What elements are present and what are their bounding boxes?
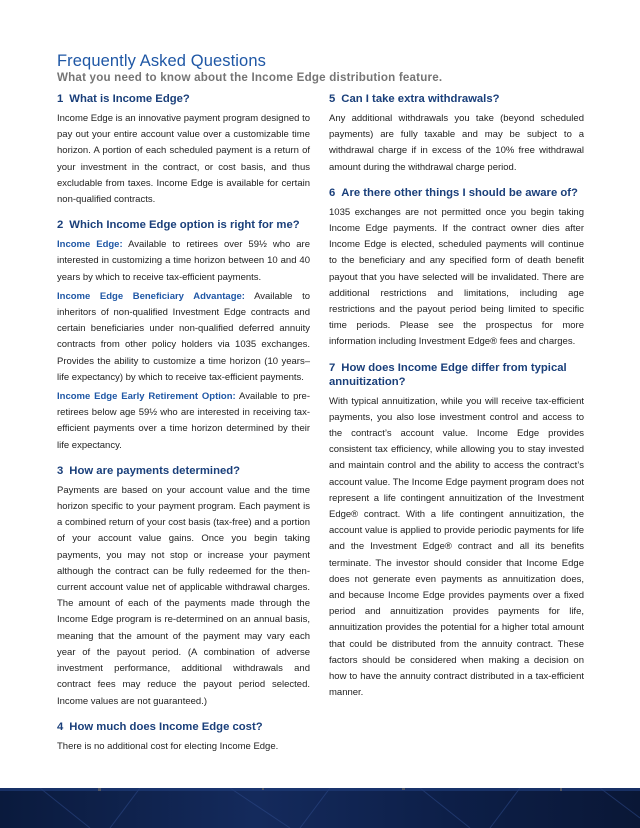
- faq-question: [329, 92, 584, 106]
- page-title: Frequently Asked Questions: [57, 52, 266, 70]
- faq-answer: With typical annuitization, while you will receive tax-efficient payments, you also lose investment control and access to the contract’s account value. Income Edge provides consistent tax efficiency, while allowing you to stay invested and maintain control and the ability to access the contract’s account value. The Income Edge payment program does not represent a life contingent annuitization of the Investment Edge® contract. With a life contingent annuitization, the account value is applied to provide periodic payments for life and the Investment Edge® contract and all its benefits terminate. The investor should consider that Income Edge does not generate even payments as annuitization does, and because Income Edge provides payments over a fixed period and annuitization provides payments for life, annuitization provides the potential for a higher total amount that could be distributed from the annuity contract. These factors should be considered when making a decision on how to have the annuity contract distributed in a tax-efficient manner.: [329, 395, 584, 699]
- faq-answer: Any additional withdrawals you take (beyond scheduled payments) are fully taxable and may be subject to a withdrawal charge if in excess of the 10% free withdrawal amount during the withdrawal charge period.: [329, 113, 584, 173]
- faq-item-2: [57, 218, 310, 454]
- faq-question-text: What is Income Edge?: [69, 93, 190, 105]
- faq-question: [329, 186, 584, 200]
- faq-question: [57, 464, 310, 478]
- page-subtitle: What you need to know about the Income Edge distribution feature.: [57, 71, 443, 84]
- faq-item-5: [329, 92, 584, 176]
- faq-question: [329, 361, 584, 389]
- faq-question: [57, 92, 310, 106]
- faq-question-text: How are payments determined?: [69, 464, 241, 477]
- option-text: Available to pre-retirees below age 59½ who are interested in receiving tax-efficient payments over a time horizon determined by their life expectancy.: [57, 391, 311, 451]
- faq-answer: There is no additional cost for electing Income Edge.: [57, 740, 279, 752]
- footer-pattern: [0, 788, 640, 828]
- option-name: Income Edge:: [57, 239, 123, 251]
- faq-item-3: [57, 464, 310, 710]
- faq-question-text: Are there other things I should be aware of?: [341, 186, 578, 199]
- left-column: [57, 92, 310, 755]
- faq-answer: 1035 exchanges are not permitted once you begin taking Income Edge payments. If the contract owner dies after Income Edge is elected, scheduled payments will continue to the beneficiary and any specified form of death benefit payout that you have selected will be invalidated. There are additional restrictions and limitations, including age restrictions and the payout period being limited to specific time periods. Please see the prospectus for more information including Investment Edge® fees and charges.: [329, 206, 584, 348]
- option-name: Income Edge Beneficiary Advantage:: [57, 290, 245, 302]
- faq-item-6: [329, 186, 584, 351]
- faq-number: 5: [329, 93, 336, 105]
- faq-answer: [57, 237, 310, 286]
- faq-question-text: Can I take extra withdrawals?: [341, 93, 500, 105]
- faq-answer: [57, 389, 310, 454]
- faq-question-text: How much does Income Edge cost?: [69, 720, 263, 733]
- faq-number: 6: [329, 186, 336, 199]
- faq-answer: [57, 289, 310, 386]
- option-text: Available to retirees over 59½ who are interested in customizing a time horizon between 10 and 40 years by which to receive tax-efficient payments.: [57, 239, 310, 283]
- faq-number: 3: [57, 464, 64, 477]
- footer-band: [0, 788, 640, 828]
- faq-question: [57, 218, 310, 232]
- faq-number: 7: [329, 361, 336, 374]
- right-column: [329, 92, 584, 702]
- faq-item-4: [57, 720, 310, 755]
- option-text: Available to inheritors of non-qualified Investment Edge contracts and certain beneficiaries under non-qualified deferred annuity contracts from other policy holders via 1035 exchanges. Provides the ability to customize a time horizon (10 years–life expectancy) by which to receive tax-efficient payments.: [57, 290, 310, 383]
- faq-number: 1: [57, 93, 64, 105]
- faq-answer: Payments are based on your account value and the time horizon specific to your payment program. Each payment is a combined return of your cost basis (tax-free) and a portion of your account value gains. Once you begin taking payments, you may not stop or increase your payment although the contract can be fully redeemed for the then-current account value net of applicable withdrawal charges. The amount of each of the payments made through the Income Edge program is re-determined on an annual basis, meaning that the amount of the payment may vary each year of the payout period. (A combination of adverse investment performance, additional withdrawals and contract fees may reduce the payout period selected. Income values are not guaranteed.): [57, 484, 310, 707]
- faq-question-text: Which Income Edge option is right for me?: [69, 219, 300, 232]
- option-name: Income Edge Early Retirement Option:: [57, 391, 236, 403]
- faq-item-7: [329, 361, 584, 702]
- faq-question-text: How does Income Edge differ from typical annuitization?: [329, 361, 567, 388]
- faq-number: 2: [57, 219, 64, 232]
- faq-number: 4: [57, 720, 64, 733]
- faq-item-1: [57, 92, 310, 208]
- faq-answer: Income Edge is an innovative payment program designed to pay out your entire account value over a customizable time horizon. A portion of each scheduled payment is a return of your investment in the contract, or cost basis, and thus excludable from taxes. Income Edge is available for certain non-qualified contracts.: [57, 113, 310, 206]
- faq-question: [57, 720, 310, 734]
